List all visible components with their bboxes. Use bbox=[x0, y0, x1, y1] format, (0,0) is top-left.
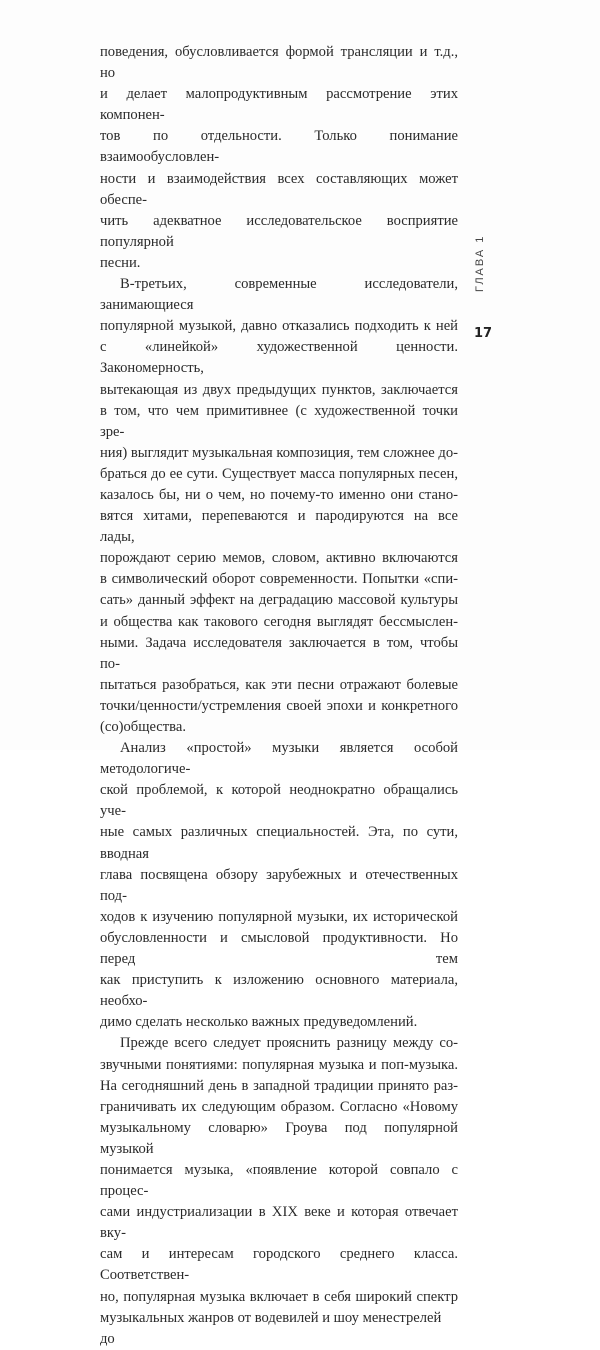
line: браться до ее сути. Существует масса популярных песен, bbox=[100, 465, 458, 482]
body-text bbox=[100, 42, 458, 1350]
line: чить адекватное исследовательское восприятие популярной bbox=[100, 212, 458, 250]
line: музыкальных жанров от водевилей и шоу менестрелей до bbox=[100, 1309, 442, 1347]
paragraph-2 bbox=[100, 274, 458, 738]
line: ходов к изучению популярной музыки, их исторической bbox=[100, 908, 458, 925]
line: поведения, обусловливается формой трансляции и т.д., но bbox=[100, 44, 458, 82]
line: порождают серию мемов, словом, активно включаются bbox=[100, 550, 458, 567]
line: Прежде всего следует прояснить разницу между со- bbox=[120, 1035, 458, 1052]
line: казалось бы, ни о чем, но почему-то именно они стано- bbox=[100, 486, 458, 503]
line: сам и интересам городского среднего класса. Соответствен- bbox=[100, 1246, 458, 1284]
line: граничивать их следующим образом. Согласно «Новому bbox=[100, 1098, 458, 1115]
line: в символический оборот современности. Попытки «спи- bbox=[100, 571, 458, 588]
line: ской проблемой, к которой неоднократно обращались уче- bbox=[100, 782, 458, 820]
line: популярной музыкой, давно отказались подходить к ней bbox=[100, 318, 458, 335]
line: с «линейкой» художественной ценности. Закономерность, bbox=[100, 339, 458, 377]
line: В-третьих, современные исследователи, занимающиеся bbox=[100, 276, 458, 314]
line: сами индустриализации в XIX веке и которая отвечает вку- bbox=[100, 1204, 458, 1242]
page-number: 17 bbox=[474, 326, 493, 341]
running-header-chapter: ГЛАВА 1 bbox=[474, 234, 486, 292]
line: пытаться разобраться, как эти песни отражают болевые bbox=[100, 676, 458, 693]
line: точки/ценности/устремления своей эпохи и конкретного bbox=[100, 697, 458, 714]
line: ные самых различных специальностей. Эта, по сути, вводная bbox=[100, 824, 458, 862]
paragraph-3 bbox=[100, 738, 458, 1033]
line: ния) выглядит музыкальная композиция, тем сложнее до- bbox=[100, 444, 458, 461]
line: музыкальному словарю» Гроува под популярной музыкой bbox=[100, 1119, 458, 1157]
line: и общества как такового сегодня выглядят бессмыслен- bbox=[100, 613, 458, 630]
line: (со)общества. bbox=[100, 719, 186, 735]
line: ными. Задача исследователя заключается в том, чтобы по- bbox=[100, 634, 458, 672]
line: обусловленности и смысловой продуктивности. Но перед тем bbox=[100, 929, 458, 968]
line: вытекающая из двух предыдущих пунктов, заключается bbox=[100, 381, 458, 398]
paragraph-1 bbox=[100, 42, 458, 274]
line: тов по отдельности. Только понимание взаимообусловлен- bbox=[100, 128, 458, 166]
line: вятся хитами, перепеваются и пародируются на все лады, bbox=[100, 508, 458, 546]
line: звучными понятиями: популярная музыка и поп-музыка. bbox=[100, 1056, 458, 1073]
line: в том, что чем примитивнее (с художественной точки зре- bbox=[100, 402, 458, 440]
line: На сегодняшний день в западной традиции принято раз- bbox=[100, 1077, 458, 1094]
line: глава посвящена обзору зарубежных и отечественных под- bbox=[100, 866, 458, 904]
line: Анализ «простой» музыки является особой методологиче- bbox=[100, 740, 458, 778]
line: ности и взаимодействия всех составляющих может обеспе- bbox=[100, 170, 458, 208]
line: песни. bbox=[100, 254, 141, 271]
line: сать» данный эффект на деградацию массовой культуры bbox=[100, 592, 458, 609]
paragraph-4 bbox=[100, 1033, 458, 1349]
line: но, популярная музыка включает в себя широкий спектр bbox=[100, 1288, 458, 1305]
line: и делает малопродуктивным рассмотрение этих компонен- bbox=[100, 86, 458, 124]
line: димо сделать несколько важных предуведомлений. bbox=[100, 1014, 418, 1031]
line: понимается музыка, «появление которой совпало с процес- bbox=[100, 1161, 458, 1200]
line: как приступить к изложению основного материала, необхо- bbox=[100, 972, 458, 1010]
